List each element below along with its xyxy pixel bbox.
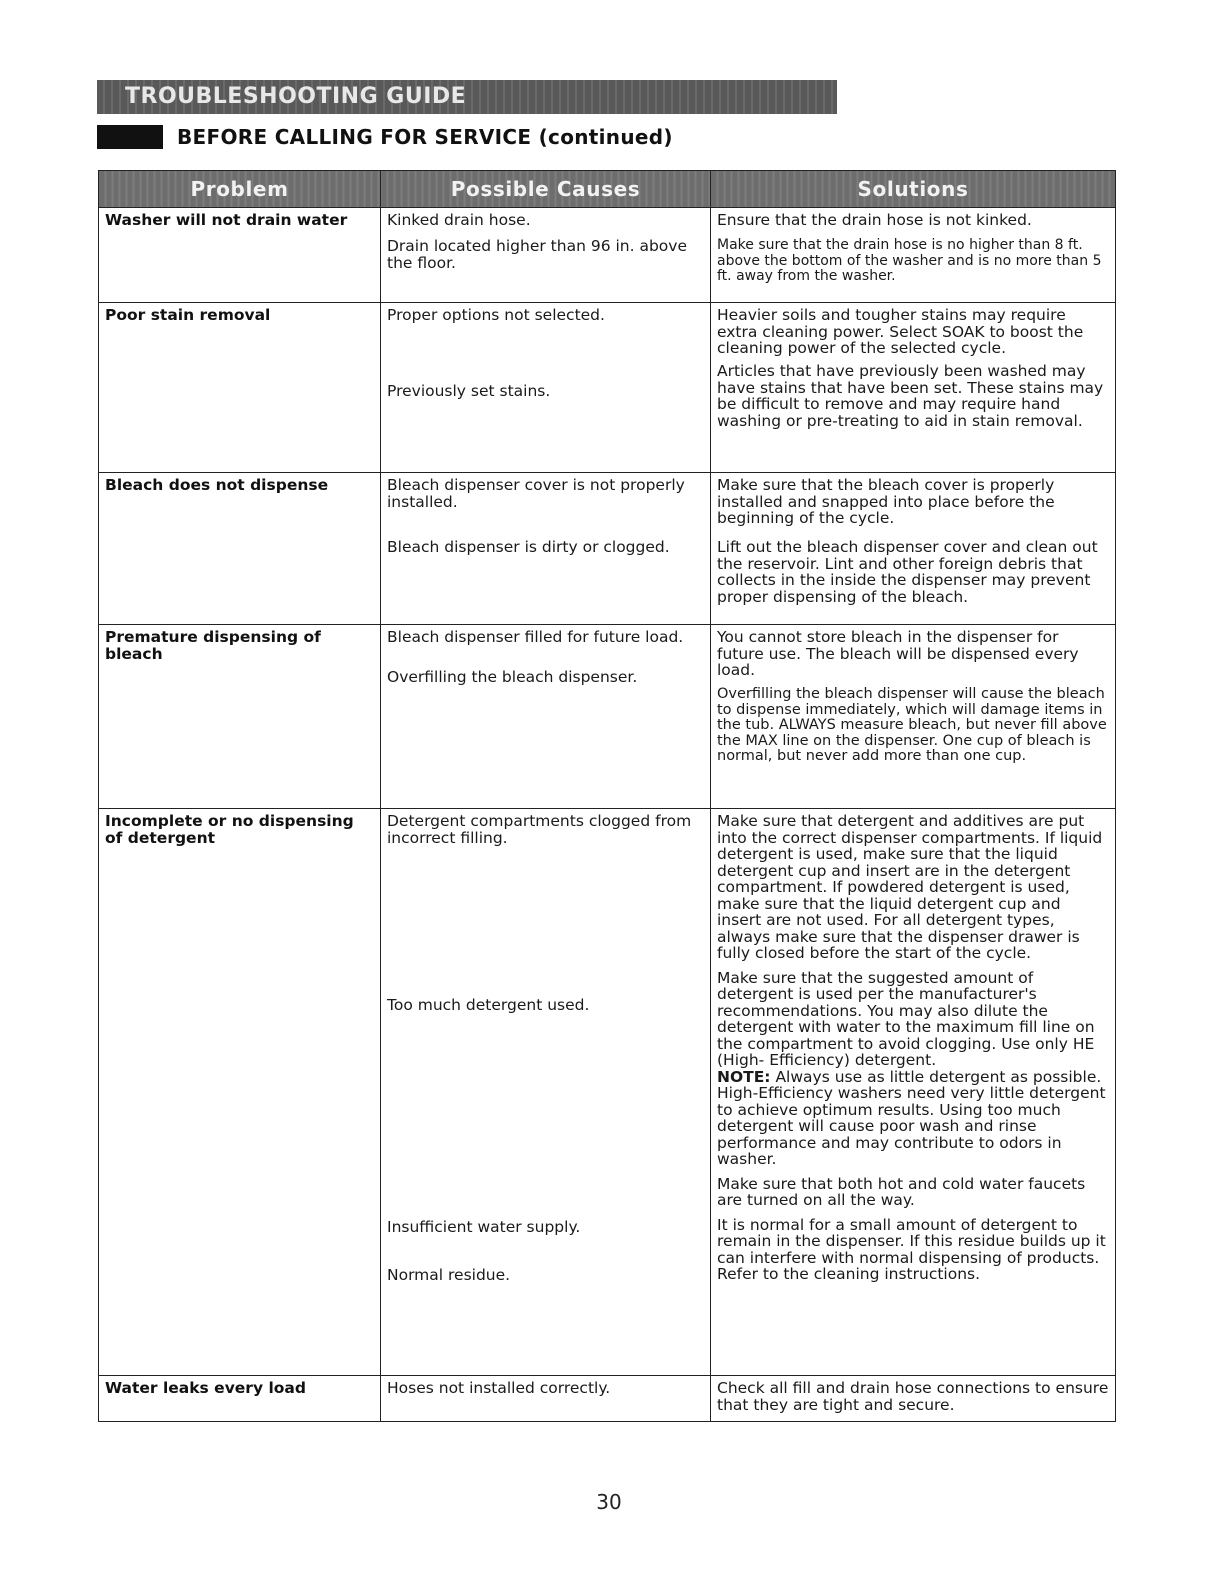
subtitle-marker: [97, 125, 163, 149]
solution-text: Ensure that the drain hose is not kinked.: [717, 211, 1032, 229]
table-row: [99, 809, 1116, 1376]
problem-cell: Washer will not drain water: [99, 208, 381, 303]
table-header-row: [99, 171, 1116, 208]
problem-cell: Premature dispensing of bleach: [99, 625, 381, 809]
table-row: [99, 208, 1116, 303]
causes-cell: [381, 303, 711, 473]
table-row: [99, 625, 1116, 809]
solution-text: Make sure that the bleach cover is properly installed and snapped into place before the beginning of the cycle.: [717, 476, 1055, 527]
cause-text: Normal residue.: [387, 1266, 511, 1284]
cause-text: Bleach dispenser cover is not properly installed.: [387, 476, 685, 511]
solutions-cell: [711, 473, 1116, 625]
page-number: 30: [596, 1490, 622, 1514]
banner-title: TROUBLESHOOTING GUIDE: [125, 84, 467, 109]
causes-cell: [381, 1376, 711, 1422]
column-header-causes: Possible Causes: [381, 171, 711, 208]
page-subtitle: BEFORE CALLING FOR SERVICE (continued): [177, 125, 673, 149]
solutions-cell: [711, 625, 1116, 809]
causes-cell: [381, 473, 711, 625]
solution-text: Make sure that the drain hose is no higher than 8 ft. above the bottom of the washer and is no more than 5 ft. away from the washer.: [717, 237, 1102, 284]
column-header-solutions: Solutions: [711, 171, 1116, 208]
solution-text: Make sure that detergent and additives are put into the correct dispenser compartments. If liquid detergent is used, make sure that the liquid detergent cup and insert are in the detergent compartment. If powdered detergent is used, make sure that the liquid detergent cup and insert are not used. For all detergent types, always make sure that the dispenser drawer is fully closed before the start of the cycle.: [717, 812, 1103, 962]
cause-text: Kinked drain hose.: [387, 211, 531, 229]
troubleshooting-table: [98, 170, 1116, 1422]
solution-text: It is normal for a small amount of detergent to remain in the dispenser. If this residue builds up it can interfere with normal dispensing of products. Refer to the cleaning instructions.: [717, 1215, 1106, 1283]
solutions-cell: [711, 208, 1116, 303]
solution-text: Make sure that the suggested amount of detergent is used per the manufacturer's recommendations. You may also dilute the detergent with water to the maximum fill line on the compartment to avoid clogging. Use only HE (High- Efficiency) detergent.: [717, 968, 1095, 1069]
solutions-cell: [711, 809, 1116, 1376]
cause-text: Hoses not installed correctly.: [387, 1379, 611, 1397]
solutions-cell: [711, 303, 1116, 473]
note-paragraph: [717, 1069, 1109, 1168]
problem-cell: Poor stain removal: [99, 303, 381, 473]
solutions-cell: [711, 1376, 1116, 1422]
note-label: NOTE:: [717, 1067, 771, 1086]
problem-cell: Water leaks every load: [99, 1376, 381, 1422]
table-row: [99, 1376, 1116, 1422]
causes-cell: [381, 809, 711, 1376]
column-header-problem: Problem: [99, 171, 381, 208]
cause-text: Detergent compartments clogged from incorrect filling.: [387, 812, 692, 847]
cause-text: Previously set stains.: [387, 382, 551, 400]
cause-text: Bleach dispenser filled for future load.: [387, 628, 684, 646]
solution-text: Make sure that both hot and cold water faucets are turned on all the way.: [717, 1174, 1086, 1209]
solution-text: Overfilling the bleach dispenser will cause the bleach to dispense immediately, which will damage items in the tub. ALWAYS measure bleach, but never fill above the MAX line on the dispenser. One cup of bleach is normal, but never add more than one cup.: [717, 686, 1107, 764]
cause-text: Proper options not selected.: [387, 306, 605, 324]
cause-text: Insufficient water supply.: [387, 1218, 581, 1236]
solution-text: You cannot store bleach in the dispenser for future use. The bleach will be dispensed every load.: [717, 628, 1079, 679]
solution-text: Heavier soils and tougher stains may require extra cleaning power. Select SOAK to boost the cleaning power of the selected cycle.: [717, 306, 1084, 357]
subtitle-row: [97, 124, 673, 150]
problem-cell: Incomplete or no dispensing of detergent: [99, 809, 381, 1376]
solution-text: Articles that have previously been washed may have stains that have been set. These stains may be difficult to remove and may require hand washing or pre-treating to aid in stain removal.: [717, 362, 1104, 430]
cause-text: Bleach dispenser is dirty or clogged.: [387, 538, 670, 556]
causes-cell: [381, 208, 711, 303]
section-banner: [97, 80, 837, 114]
problem-cell: Bleach does not dispense: [99, 473, 381, 625]
cause-text: Too much detergent used.: [387, 996, 590, 1014]
solution-text: Lift out the bleach dispenser cover and clean out the reservoir. Lint and other foreign debris that collects in the inside the dispenser may prevent proper dispensing of the bleach.: [717, 538, 1098, 606]
table-row: [99, 473, 1116, 625]
solution-text: Check all fill and drain hose connections to ensure that they are tight and secure.: [717, 1379, 1109, 1414]
cause-text: Drain located higher than 96 in. above the floor.: [387, 237, 687, 272]
note-text: Always use as little detergent as possible. High-Efficiency washers need very little detergent to achieve optimum results. Using too much detergent will cause poor wash and rinse performance and may contribute to odors in washer.: [717, 1067, 1106, 1168]
causes-cell: [381, 625, 711, 809]
table-row: [99, 303, 1116, 473]
cause-text: Overfilling the bleach dispenser.: [387, 668, 638, 686]
